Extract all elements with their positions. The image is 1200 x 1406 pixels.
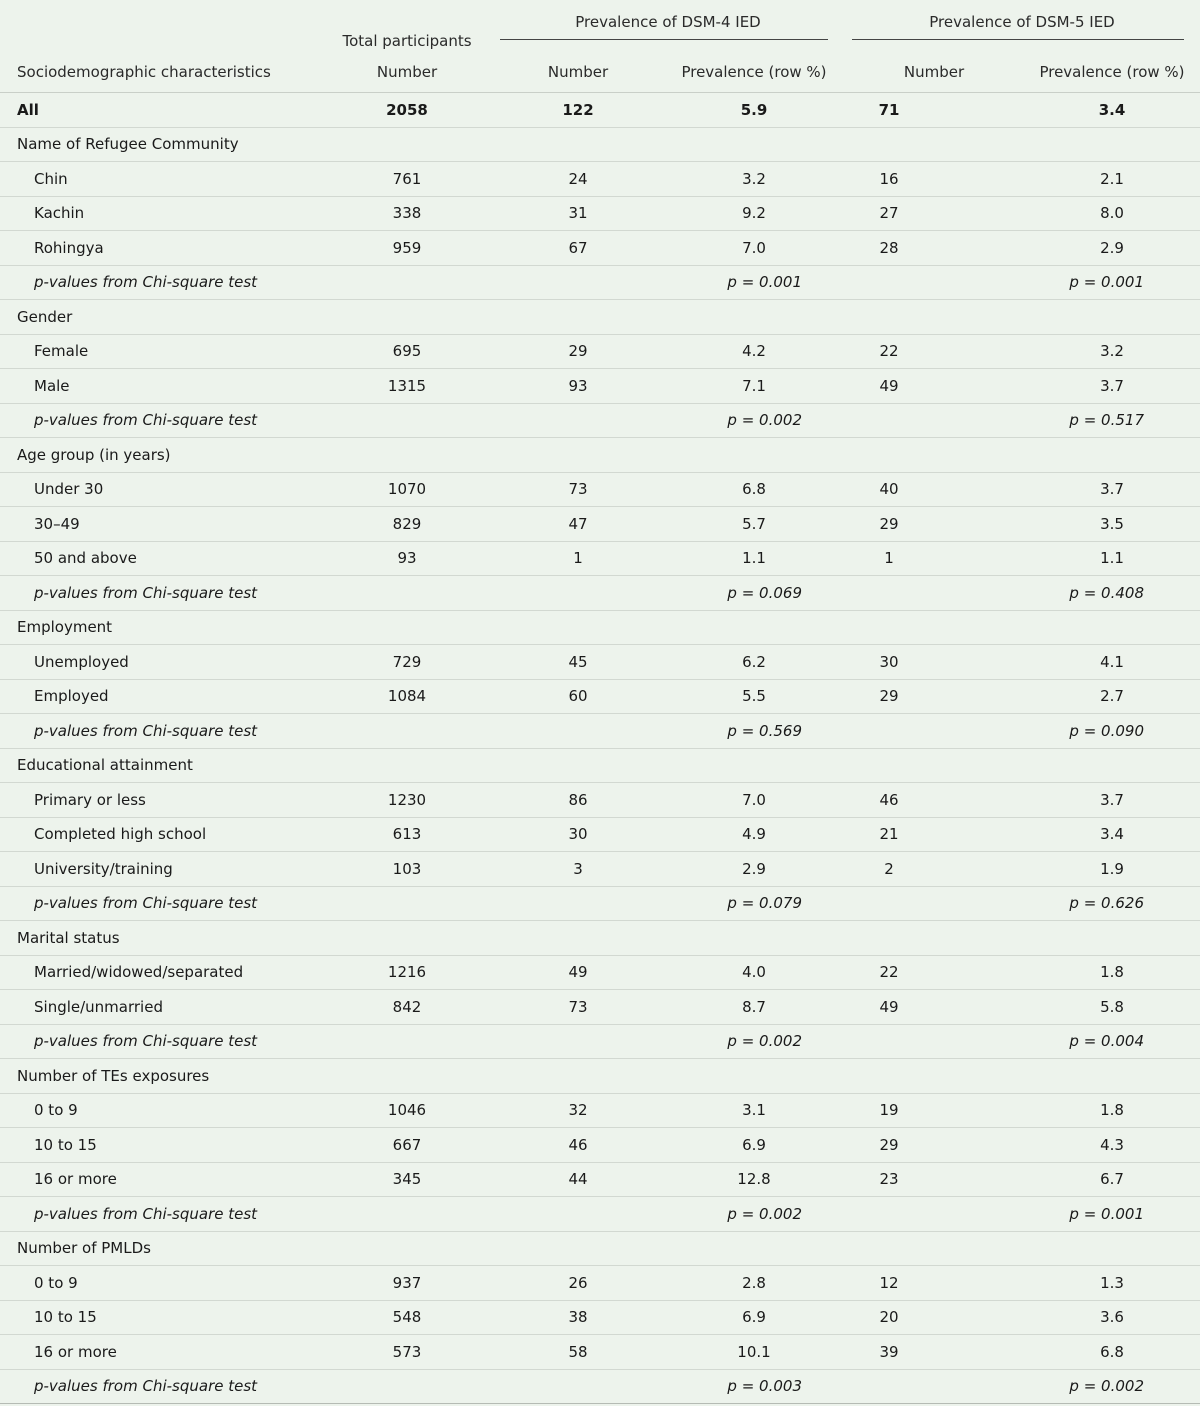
dsm4-prevalence: 4.0 — [664, 955, 844, 990]
table-row — [0, 783, 1200, 818]
dsm4-prevalence: 1.1 — [664, 541, 844, 576]
table-row — [0, 334, 1200, 369]
table-row — [0, 231, 1200, 266]
pvalue-row — [0, 403, 1200, 438]
dsm4-prevalence: 2.9 — [664, 852, 844, 887]
total-number-header: Number — [322, 52, 492, 93]
dsm4-prevalence: 9.2 — [664, 196, 844, 231]
dsm5-pvalue: p = 0.001 — [1024, 1197, 1200, 1232]
dsm5-prevalence: 1.3 — [1024, 1266, 1200, 1301]
total-number: 1046 — [322, 1093, 492, 1128]
dsm5-number: 28 — [844, 231, 1024, 266]
pvalue-label: p-values from Chi-square test — [0, 1369, 322, 1404]
dsm4-prevalence: 12.8 — [664, 1162, 844, 1197]
section-label: Gender — [0, 300, 322, 335]
row-label: Female — [0, 334, 322, 369]
dsm5-prevalence: 3.4 — [1024, 817, 1200, 852]
row-label: 16 or more — [0, 1162, 322, 1197]
table-row — [0, 541, 1200, 576]
dsm5-pvalue: p = 0.626 — [1024, 886, 1200, 921]
section-label: Marital status — [0, 921, 322, 956]
dsm5-number-header: Number — [844, 52, 1024, 93]
pvalue-label: p-values from Chi-square test — [0, 1024, 322, 1059]
pvalue-row — [0, 576, 1200, 611]
dsm4-group-header: Prevalence of DSM-4 IED — [492, 0, 844, 52]
dsm5-prevalence: 2.9 — [1024, 231, 1200, 266]
total-number: 103 — [322, 852, 492, 887]
row-label: Primary or less — [0, 783, 322, 818]
dsm4-prevalence: 5.5 — [664, 679, 844, 714]
dsm4-number: 24 — [492, 162, 664, 197]
dsm4-number: 73 — [492, 472, 664, 507]
dsm5-prevalence: 3.7 — [1024, 369, 1200, 404]
dsm4-pvalue: p = 0.069 — [664, 576, 844, 611]
row-label: Male — [0, 369, 322, 404]
dsm4-pvalue: p = 0.079 — [664, 886, 844, 921]
row-label: 30–49 — [0, 507, 322, 542]
dsm4-pvalue: p = 0.002 — [664, 403, 844, 438]
section-row — [0, 921, 1200, 956]
dsm5-pvalue: p = 0.004 — [1024, 1024, 1200, 1059]
dsm4-group-rule — [500, 39, 828, 40]
total-number: 548 — [322, 1300, 492, 1335]
dsm5-number: 19 — [844, 1093, 1024, 1128]
dsm4-prevalence: 10.1 — [664, 1335, 844, 1370]
dsm4-number: 1 — [492, 541, 664, 576]
pvalue-label: p-values from Chi-square test — [0, 714, 322, 749]
dsm4-prevalence: 7.0 — [664, 231, 844, 266]
row-label: 16 or more — [0, 1335, 322, 1370]
pvalue-row — [0, 1197, 1200, 1232]
dsm5-pvalue: p = 0.090 — [1024, 714, 1200, 749]
dsm5-number: 22 — [844, 955, 1024, 990]
total-number: 959 — [322, 231, 492, 266]
pvalue-label: p-values from Chi-square test — [0, 886, 322, 921]
table-row — [0, 1335, 1200, 1370]
total-number: 613 — [322, 817, 492, 852]
total-number: 1315 — [322, 369, 492, 404]
dsm4-number: 32 — [492, 1093, 664, 1128]
dsm4-pvalue: p = 0.003 — [664, 1369, 844, 1404]
table-row — [0, 645, 1200, 680]
dsm5-prevalence: 3.2 — [1024, 334, 1200, 369]
dsm4-number: 44 — [492, 1162, 664, 1197]
pvalue-row — [0, 714, 1200, 749]
row-label: Employed — [0, 679, 322, 714]
dsm4-prevalence: 7.0 — [664, 783, 844, 818]
row-label: Kachin — [0, 196, 322, 231]
table-header — [0, 0, 1200, 93]
dsm5-group-rule — [852, 39, 1184, 40]
dsm4-number: 46 — [492, 1128, 664, 1163]
dsm5-number: 29 — [844, 507, 1024, 542]
row-label: Single/unmarried — [0, 990, 322, 1025]
dsm5-pvalue: p = 0.001 — [1024, 265, 1200, 300]
pvalue-row — [0, 886, 1200, 921]
dsm5-number: 29 — [844, 1128, 1024, 1163]
section-label: Number of TEs exposures — [0, 1059, 322, 1094]
row-label: 0 to 9 — [0, 1093, 322, 1128]
dsm4-number: 86 — [492, 783, 664, 818]
dsm5-prevalence: 5.8 — [1024, 990, 1200, 1025]
row-label: 10 to 15 — [0, 1300, 322, 1335]
total-number: 1216 — [322, 955, 492, 990]
table-row — [0, 955, 1200, 990]
dsm4-prevalence: 5.7 — [664, 507, 844, 542]
table-row — [0, 162, 1200, 197]
dsm4-prevalence: 3.1 — [664, 1093, 844, 1128]
dsm4-prevalence: 7.1 — [664, 369, 844, 404]
dsm5-prevalence: 1.9 — [1024, 852, 1200, 887]
table-row — [0, 472, 1200, 507]
total-number: 829 — [322, 507, 492, 542]
dsm5-prevalence: 3.7 — [1024, 783, 1200, 818]
section-row — [0, 127, 1200, 162]
total-number: 695 — [322, 334, 492, 369]
dsm4-prevalence: 6.9 — [664, 1128, 844, 1163]
dsm4-prevalence: 4.2 — [664, 334, 844, 369]
characteristics-header: Sociodemographic characteristics — [0, 52, 322, 93]
dsm4-prevalence: 2.8 — [664, 1266, 844, 1301]
dsm5-prevalence: 1.8 — [1024, 1093, 1200, 1128]
dsm4-number: 93 — [492, 369, 664, 404]
dsm5-number: 39 — [844, 1335, 1024, 1370]
dsm5-number: 46 — [844, 783, 1024, 818]
section-label: Age group (in years) — [0, 438, 322, 473]
dsm5-number: 20 — [844, 1300, 1024, 1335]
dsm5-pvalue: p = 0.002 — [1024, 1369, 1200, 1404]
total-number: 345 — [322, 1162, 492, 1197]
dsm5-pvalue: p = 0.517 — [1024, 403, 1200, 438]
dsm4-number: 45 — [492, 645, 664, 680]
pvalue-row — [0, 265, 1200, 300]
pvalue-row — [0, 1369, 1200, 1404]
dsm5-number: 2 — [844, 852, 1024, 887]
total-number: 573 — [322, 1335, 492, 1370]
dsm4-prevalence: 3.2 — [664, 162, 844, 197]
row-label: Unemployed — [0, 645, 322, 680]
dsm4-number: 122 — [492, 93, 664, 128]
dsm4-number: 26 — [492, 1266, 664, 1301]
dsm5-number: 49 — [844, 990, 1024, 1025]
section-row — [0, 300, 1200, 335]
dsm4-prevalence: 4.9 — [664, 817, 844, 852]
table-row — [0, 1266, 1200, 1301]
dsm5-prevalence: 3.4 — [1024, 93, 1200, 128]
row-label: Completed high school — [0, 817, 322, 852]
row-label: Chin — [0, 162, 322, 197]
total-participants-header: Total participants — [342, 32, 472, 50]
section-row — [0, 610, 1200, 645]
dsm4-number: 67 — [492, 231, 664, 266]
dsm4-prevalence: 5.9 — [664, 93, 844, 128]
dsm5-prevalence-header: Prevalence (row %) — [1024, 52, 1200, 93]
pvalue-label: p-values from Chi-square test — [0, 1197, 322, 1232]
total-number: 729 — [322, 645, 492, 680]
row-label: Married/widowed/separated — [0, 955, 322, 990]
dsm5-prevalence: 3.6 — [1024, 1300, 1200, 1335]
table-body — [0, 93, 1200, 1404]
dsm4-prevalence: 8.7 — [664, 990, 844, 1025]
dsm5-number: 21 — [844, 817, 1024, 852]
table-row — [0, 1162, 1200, 1197]
table-row — [0, 852, 1200, 887]
total-number: 842 — [322, 990, 492, 1025]
dsm4-number: 60 — [492, 679, 664, 714]
pvalue-row — [0, 1024, 1200, 1059]
dsm5-prevalence: 2.7 — [1024, 679, 1200, 714]
dsm4-prevalence: 6.8 — [664, 472, 844, 507]
dsm5-number: 1 — [844, 541, 1024, 576]
section-row — [0, 1059, 1200, 1094]
dsm5-number: 40 — [844, 472, 1024, 507]
total-number: 761 — [322, 162, 492, 197]
section-label: Number of PMLDs — [0, 1231, 322, 1266]
dsm4-prevalence: 6.2 — [664, 645, 844, 680]
table-row — [0, 1128, 1200, 1163]
dsm5-prevalence: 6.7 — [1024, 1162, 1200, 1197]
dsm5-prevalence: 3.7 — [1024, 472, 1200, 507]
dsm5-number: 49 — [844, 369, 1024, 404]
total-number: 1070 — [322, 472, 492, 507]
dsm4-pvalue: p = 0.001 — [664, 265, 844, 300]
dsm5-prevalence: 4.1 — [1024, 645, 1200, 680]
pvalue-label: p-values from Chi-square test — [0, 265, 322, 300]
table-row — [0, 1093, 1200, 1128]
section-label: Educational attainment — [0, 748, 322, 783]
dsm5-group-header: Prevalence of DSM-5 IED — [844, 0, 1200, 52]
dsm4-pvalue: p = 0.002 — [664, 1024, 844, 1059]
dsm5-number: 30 — [844, 645, 1024, 680]
dsm4-number: 58 — [492, 1335, 664, 1370]
dsm5-number: 12 — [844, 1266, 1024, 1301]
dsm5-prevalence: 8.0 — [1024, 196, 1200, 231]
pvalue-label: p-values from Chi-square test — [0, 576, 322, 611]
dsm5-number: 23 — [844, 1162, 1024, 1197]
total-number: 2058 — [322, 93, 492, 128]
dsm4-number: 29 — [492, 334, 664, 369]
dsm4-prevalence-header: Prevalence (row %) — [664, 52, 844, 93]
dsm4-pvalue: p = 0.569 — [664, 714, 844, 749]
dsm4-number: 73 — [492, 990, 664, 1025]
all-row — [0, 93, 1200, 128]
row-label: University/training — [0, 852, 322, 887]
total-number: 937 — [322, 1266, 492, 1301]
dsm5-number: 71 — [844, 93, 1024, 128]
section-row — [0, 748, 1200, 783]
row-label: Under 30 — [0, 472, 322, 507]
total-number: 338 — [322, 196, 492, 231]
table-row — [0, 507, 1200, 542]
section-row — [0, 1231, 1200, 1266]
dsm4-number: 31 — [492, 196, 664, 231]
dsm4-prevalence: 6.9 — [664, 1300, 844, 1335]
dsm5-prevalence: 1.1 — [1024, 541, 1200, 576]
table-row — [0, 196, 1200, 231]
dsm5-pvalue: p = 0.408 — [1024, 576, 1200, 611]
dsm4-number: 49 — [492, 955, 664, 990]
row-label: Rohingya — [0, 231, 322, 266]
total-number: 667 — [322, 1128, 492, 1163]
row-label: 0 to 9 — [0, 1266, 322, 1301]
total-number: 1084 — [322, 679, 492, 714]
row-label: 10 to 15 — [0, 1128, 322, 1163]
section-row — [0, 438, 1200, 473]
dsm4-pvalue: p = 0.002 — [664, 1197, 844, 1232]
total-number: 1230 — [322, 783, 492, 818]
dsm5-prevalence: 3.5 — [1024, 507, 1200, 542]
dsm5-number: 16 — [844, 162, 1024, 197]
dsm4-number: 38 — [492, 1300, 664, 1335]
dsm5-number: 27 — [844, 196, 1024, 231]
dsm4-number: 3 — [492, 852, 664, 887]
total-number: 93 — [322, 541, 492, 576]
dsm4-number-header: Number — [492, 52, 664, 93]
dsm5-number: 22 — [844, 334, 1024, 369]
table-row — [0, 1300, 1200, 1335]
table-row — [0, 990, 1200, 1025]
dsm4-number: 30 — [492, 817, 664, 852]
dsm4-number: 47 — [492, 507, 664, 542]
dsm5-prevalence: 6.8 — [1024, 1335, 1200, 1370]
pvalue-label: p-values from Chi-square test — [0, 403, 322, 438]
dsm5-prevalence: 1.8 — [1024, 955, 1200, 990]
dsm5-number: 29 — [844, 679, 1024, 714]
row-label: All — [0, 93, 322, 128]
row-label: 50 and above — [0, 541, 322, 576]
table-row — [0, 817, 1200, 852]
section-label: Name of Refugee Community — [0, 127, 322, 162]
dsm5-prevalence: 2.1 — [1024, 162, 1200, 197]
table-row — [0, 679, 1200, 714]
table-row — [0, 369, 1200, 404]
section-label: Employment — [0, 610, 322, 645]
dsm5-prevalence: 4.3 — [1024, 1128, 1200, 1163]
